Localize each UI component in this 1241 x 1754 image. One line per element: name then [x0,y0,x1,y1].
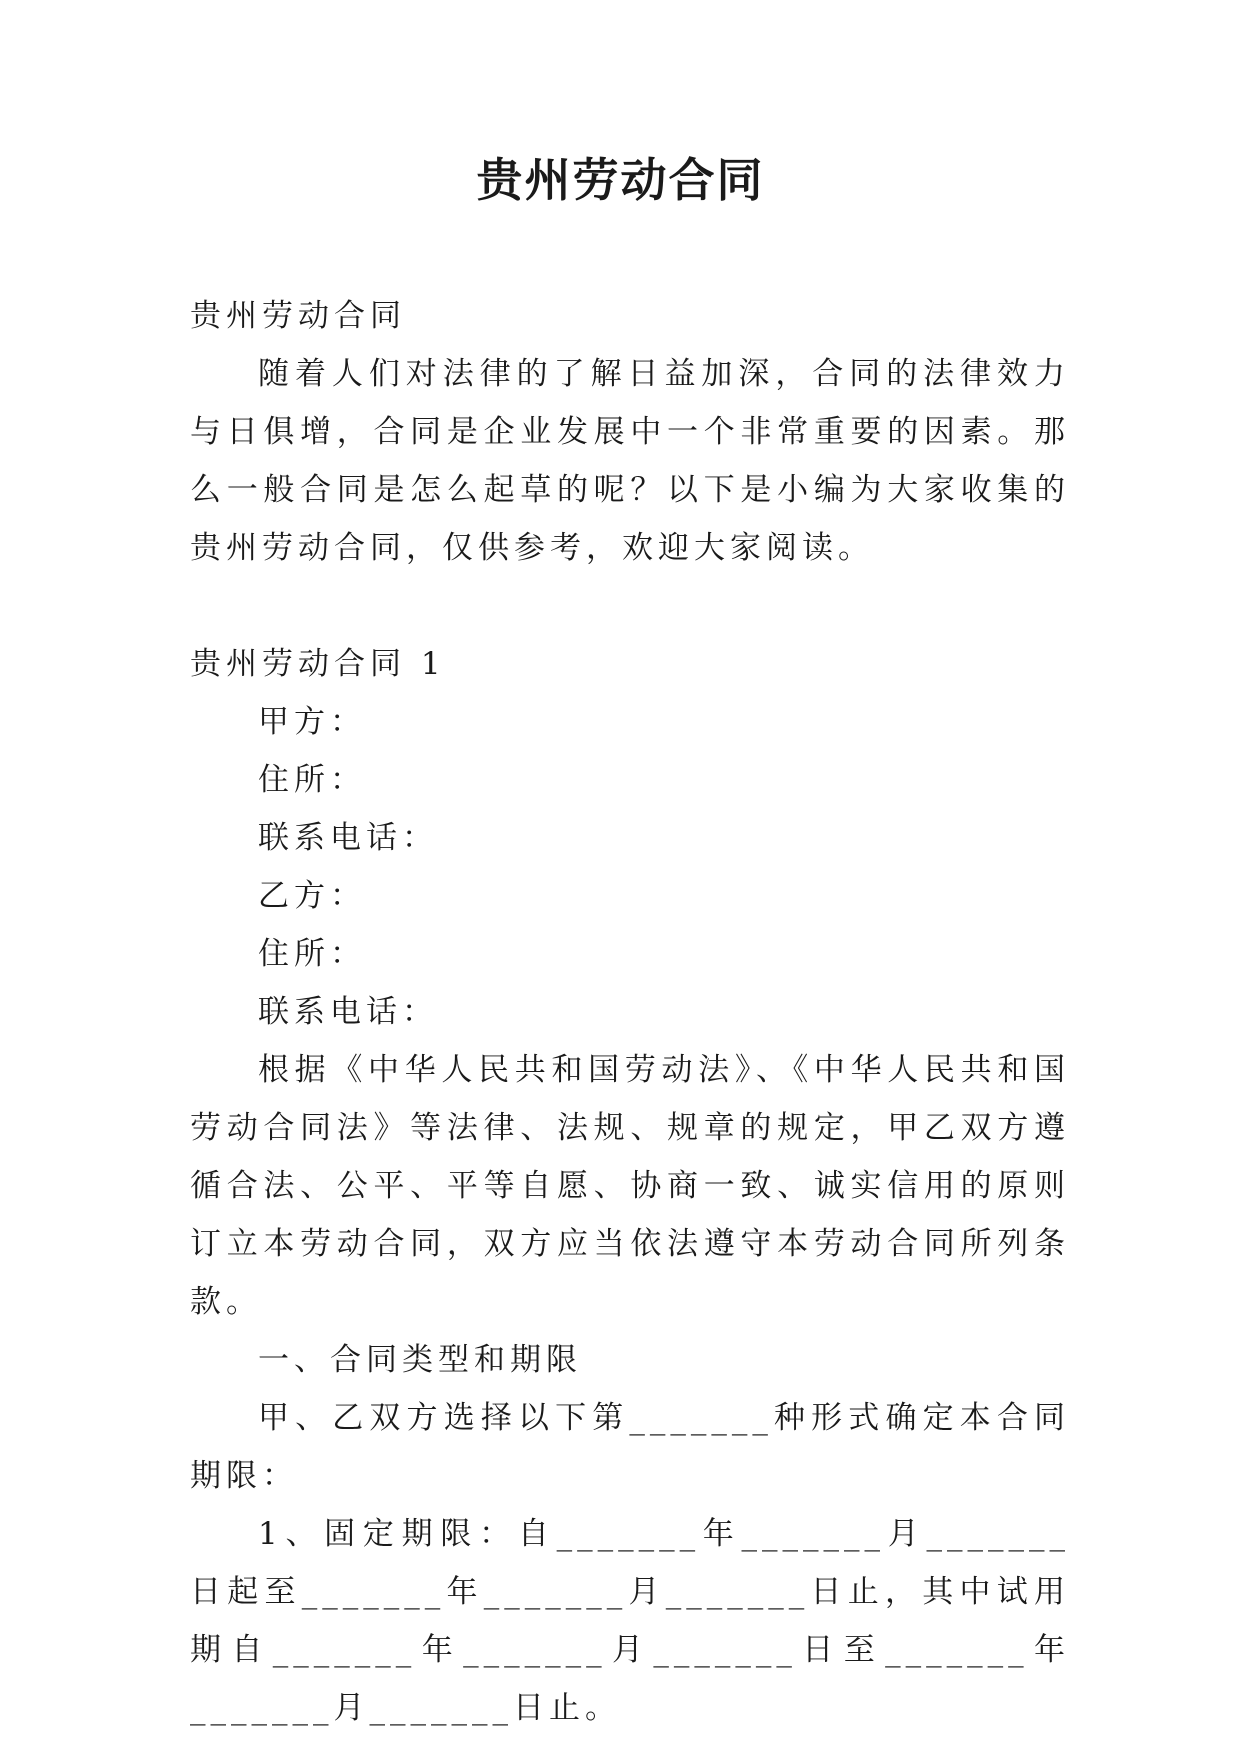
legal-basis-paragraph: 根据《中华人民共和国劳动法》、《中华人民共和国劳动合同法》等法律、法规、规章的规定，甲乙双方遵循合法、公平、平等自愿、协商一致、诚实信用的原则订立本劳动合同，双方应当依法遵守本劳动合同所列条款。 [190,1052,1070,1320]
party-b-label: 乙方： [258,878,366,914]
party-a-phone-label: 联系电话： [258,820,438,856]
document-title: 贵州劳动合同 [476,153,765,207]
document-body [190,287,1070,1737]
section-spacer [190,577,1070,635]
party-a-label: 甲方： [258,704,366,740]
contract-heading: 贵州劳动合同 1 [190,646,446,682]
party-a-address-label: 住所： [258,762,366,798]
party-b-phone-label: 联系电话： [258,994,438,1030]
fixed-term-paragraph: 1、固定期限：自_______年_______月_______日起至_______年_______月_______日止，其中试用期自_______年_______月_______日至_______年_______月_______日止。 [190,1516,1070,1726]
section-1-heading: 一、合同类型和期限 [258,1342,582,1378]
party-b-address-label: 住所： [258,936,366,972]
intro-paragraph: 随着人们对法律的了解日益加深，合同的法律效力与日俱增，合同是企业发展中一个非常重要的因素。那么一般合同是怎么起草的呢？以下是小编为大家收集的贵州劳动合同，仅供参考，欢迎大家阅读。 [190,356,1070,566]
term-choice-paragraph: 甲、乙双方选择以下第_______种形式确定本合同期限： [190,1400,1070,1494]
subtitle-heading: 贵州劳动合同 [190,298,406,334]
